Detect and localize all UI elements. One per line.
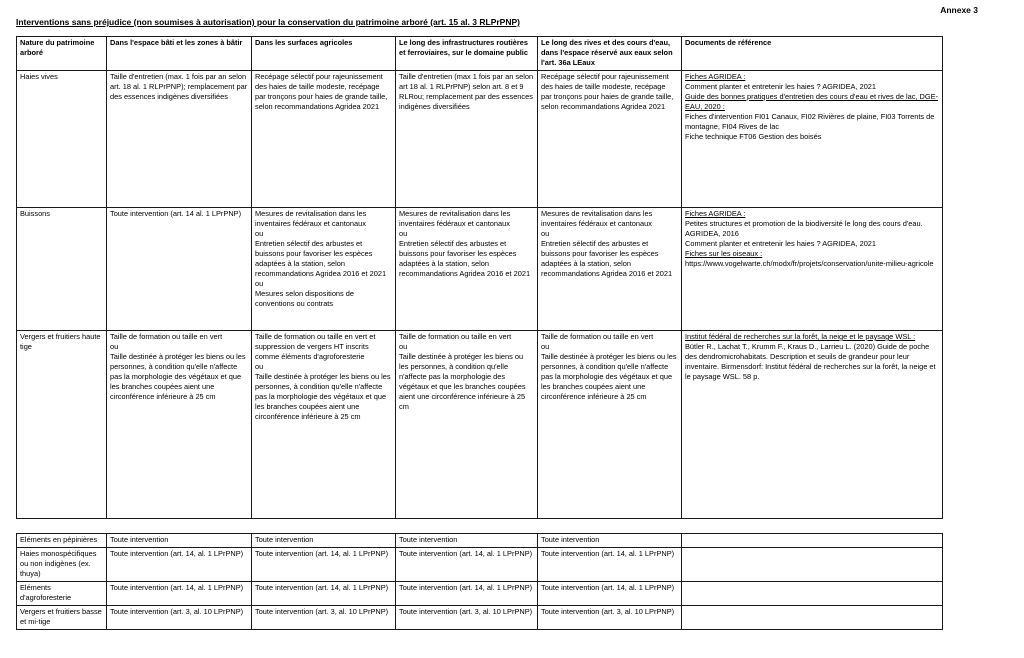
toute-intervention-table — [16, 533, 943, 630]
cell: Mesures de revitalisation dans les inventaires fédéraux et cantonaux ou Entretien sélectif des arbustes et buissons pour favoriser les espèces adaptées à la station, selon recommandations Agridea 2016 et 2021 ou Mesures selon dispositions de conventions ou contrats — [252, 208, 396, 331]
cell-documents-reference: Institut fédéral de recherches sur la forêt, la neige et le paysage WSL : Bütler R., Lachat T., Krumm F., Kraus D., Larrieu L. (2020) Guide de poche des dendromicrohabitats. Description et seuils de grandeur pour leur inventaire. Birmensdorf: Institut fédéral de recherches sur la forêt, la neige et le paysage WSL. 58 p. — [682, 331, 943, 519]
cell: Recépage sélectif pour rajeunissement des haies de taille modeste, recépage par tronçons pour haies de grande taille, selon recommandations Agridea 2021 — [538, 71, 682, 208]
column-header-infrastructures: Le long des infrastructures routières et ferroviaires, sur le domaine public — [396, 37, 538, 71]
cell: Toute intervention — [252, 534, 396, 548]
cell: Toute intervention — [396, 534, 538, 548]
cell: Toute intervention (art. 14 al. 1 LPrPNP) — [107, 208, 252, 331]
table-row-buissons — [17, 208, 943, 331]
cell-empty — [682, 582, 943, 606]
cell: Toute intervention (art. 3, al. 10 LPrPNP) — [252, 606, 396, 630]
column-header-surfaces-agricoles: Dans les surfaces agricoles — [252, 37, 396, 71]
row-label-agroforesterie: Eléments d'agroforesterie — [17, 582, 107, 606]
table-row-pepinieres — [17, 534, 943, 548]
column-header-espace-bati: Dans l'espace bâti et les zones à bâtir — [107, 37, 252, 71]
cell: Taille de formation ou taille en vert ou Taille destinée à protéger les biens ou les personnes, à condition qu'elle n'affecte pas la morphologie des végétaux et que les branches coupées aient une circonférence inférieure à 25 cm — [396, 331, 538, 519]
cell: Toute intervention (art. 3, al. 10 LPrPNP) — [396, 606, 538, 630]
cell: Taille d'entretien (max 1 fois par an selon art 18 al. 1 RLPrPNP) selon art. 8 et 9 RLRou; remplacement par des essences indigènes diversifiées — [396, 71, 538, 208]
cell-documents-reference: Fiches AGRIDEA : Petites structures et promotion de la biodiversité le long des cours d'eau. AGRIDEA, 2016 Comment planter et entretenir les haies ? AGRIDEA, 2021 Fiches sur les oiseaux : https://www.vogelwarte.ch/modx/fr/projets/conservation/unite-milieu-agricole — [682, 208, 943, 331]
row-label-buissons: Buissons — [17, 208, 107, 331]
table-row-haies-vives — [17, 71, 943, 208]
cell-empty — [682, 534, 943, 548]
cell: Taille de formation ou taille en vert et suppression de vergers HT inscrits comme éléments d'agroforesterie ou Taille destinée à protéger les biens ou les personnes, à condition qu'elle n'affecte pas la morphologie des végétaux et que les branches coupées aient une circonférence inférieure à 25 cm — [252, 331, 396, 519]
cell-empty — [682, 606, 943, 630]
table-row-agroforesterie — [17, 582, 943, 606]
cell: Taille d'entretien (max. 1 fois par an selon art. 18 al. 1 RLPrPNP); remplacement par des essences indigènes diversifiées — [107, 71, 252, 208]
column-header-rives: Le long des rives et des cours d'eau, dans l'espace réservé aux eaux selon l'art. 36a LEaux — [538, 37, 682, 71]
row-label-haies-vives: Haies vives — [17, 71, 107, 208]
row-label-haies-monospecifiques: Haies monospécifiques ou non indigènes (ex. thuya) — [17, 548, 107, 582]
cell: Toute intervention (art. 14, al. 1 LPrPNP) — [107, 548, 252, 582]
cell: Toute intervention — [107, 534, 252, 548]
cell: Toute intervention (art. 3, al. 10 LPrPNP) — [107, 606, 252, 630]
cell: Taille de formation ou taille en vert ou Taille destinée à protéger les biens ou les personnes, à condition qu'elle n'affecte pas la morphologie des végétaux et que les branches coupées aient une circonférence inférieure à 25 cm — [538, 331, 682, 519]
row-label-vergers-basse-mi-tige: Vergers et fruitiers basse et mi-tige — [17, 606, 107, 630]
cell: Taille de formation ou taille en vert ou Taille destinée à protéger les biens ou les personnes, à condition qu'elle n'affecte pas la morphologie des végétaux et que les branches coupées aient une circonférence inférieure à 25 cm — [107, 331, 252, 519]
cell: Toute intervention (art. 14, al. 1 LPrPNP) — [396, 582, 538, 606]
cell: Toute intervention — [538, 534, 682, 548]
row-label-vergers-haute-tige: Vergers et fruitiers haute tige — [17, 331, 107, 519]
cell: Recépage sélectif pour rajeunissement des haies de taille modeste, recépage par tronçons pour haies de grande taille, selon recommandations Agridea 2021 — [252, 71, 396, 208]
cell: Toute intervention (art. 14, al. 1 LPrPNP) — [538, 548, 682, 582]
table-row-haies-monospecifiques — [17, 548, 943, 582]
cell: Toute intervention (art. 14, al. 1 LPrPNP) — [396, 548, 538, 582]
table-row-vergers-basse-mi-tige — [17, 606, 943, 630]
row-label-pepinieres: Eléments en pépinières — [17, 534, 107, 548]
interventions-table — [16, 36, 943, 519]
header-row — [17, 37, 943, 71]
cell-empty — [682, 548, 943, 582]
table-row-vergers-haute-tige — [17, 331, 943, 519]
annexe-label: Annexe 3 — [940, 5, 978, 15]
page-title: Interventions sans préjudice (non soumises à autorisation) pour la conservation du patrimoine arboré (art. 15 al. 3 RLPrPNP) — [16, 17, 520, 27]
column-header-nature: Nature du patrimoine arboré — [17, 37, 107, 71]
cell: Mesures de revitalisation dans les inventaires fédéraux et cantonaux ou Entretien sélectif des arbustes et buissons pour favoriser les espèces adaptées à la station, selon recommandations Agridea 2016 et 2021 — [538, 208, 682, 331]
cell: Toute intervention (art. 3, al. 10 LPrPNP) — [538, 606, 682, 630]
cell: Toute intervention (art. 14, al. 1 LPrPNP) — [252, 548, 396, 582]
column-header-documents: Documents de référence — [682, 37, 943, 71]
cell: Toute intervention (art. 14, al. 1 LPrPNP) — [538, 582, 682, 606]
cell: Mesures de revitalisation dans les inventaires fédéraux et cantonaux ou Entretien sélectif des arbustes et buissons pour favoriser les espèces adaptées à la station, selon recommandations Agridea 2016 et 2021 — [396, 208, 538, 331]
cell-documents-reference: Fiches AGRIDEA : Comment planter et entretenir les haies ? AGRIDEA, 2021 Guide des bonnes pratiques d'entretien des cours d'eau et rives de lac, DGE-EAU, 2020 : Fiches d'intervention FI01 Canaux, FI02 Rivières de plaine, FI03 Torrents de montagne, FI04 Rives de lac Fiche technique FT06 Gestion des boisés — [682, 71, 943, 208]
cell: Toute intervention (art. 14, al. 1 LPrPNP) — [107, 582, 252, 606]
cell: Toute intervention (art. 14, al. 1 LPrPNP) — [252, 582, 396, 606]
